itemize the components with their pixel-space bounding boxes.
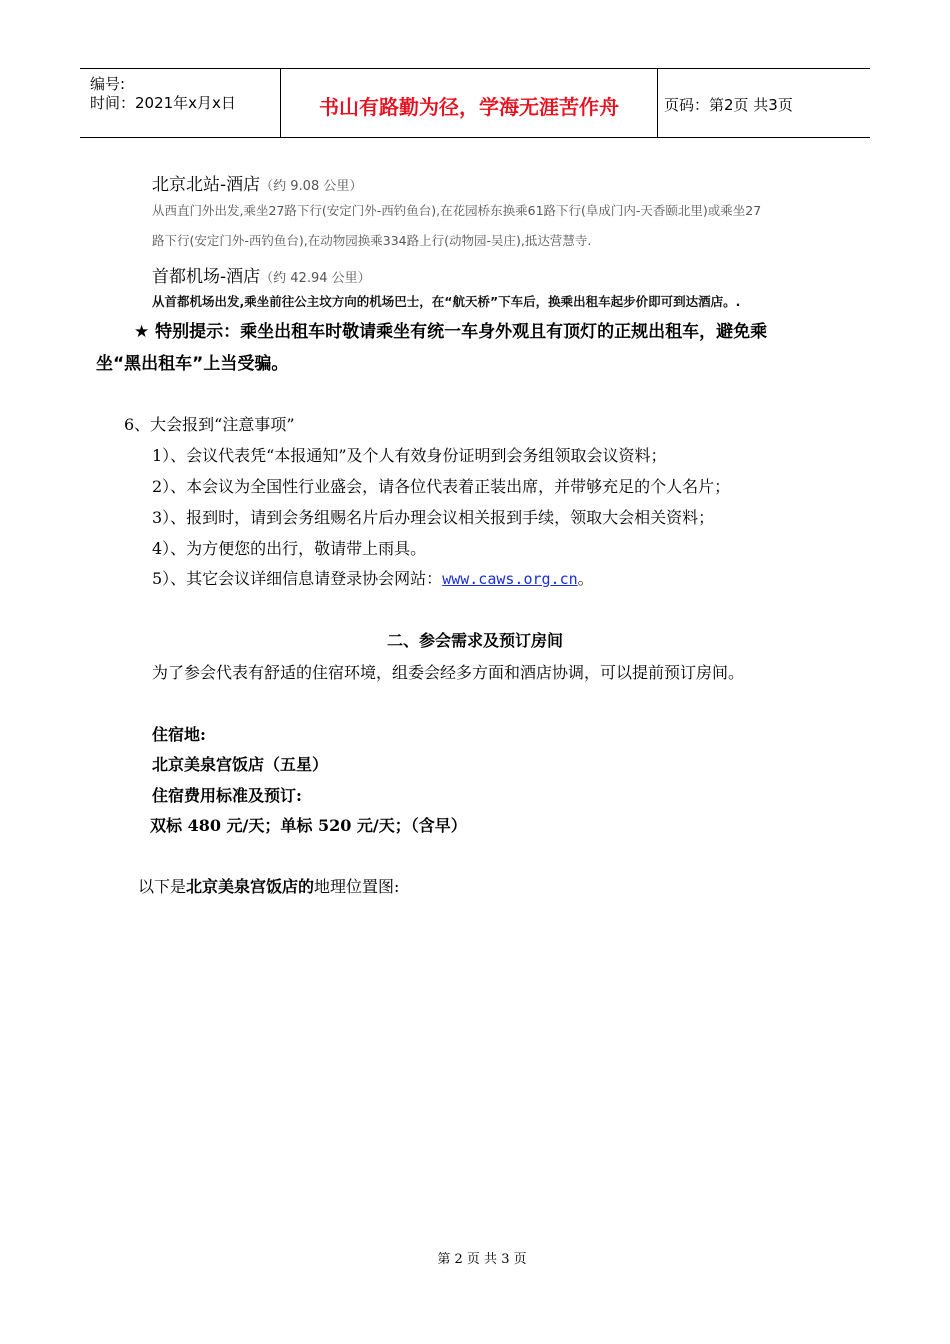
- map-intro-hotel: 北京美泉宫饭店的: [186, 877, 315, 896]
- route-desc-line: 路下行(安定门外-西钓鱼台),在动物园换乘334路上行(动物园-吴庄),抵达营慧寺.: [152, 233, 592, 248]
- page-header: [80, 68, 870, 138]
- route-name: 北京北站-酒店: [152, 175, 261, 195]
- page-code: 页码：第2页 共3页: [664, 96, 793, 114]
- motto-text: 书山有路勤为径，学海无涯苦作舟: [319, 95, 619, 119]
- route-desc-north-station: [152, 196, 872, 256]
- route-name: 首都机场-酒店: [152, 267, 261, 287]
- route-title-airport: [152, 262, 371, 287]
- notice-item-3: 3）、报到时，请到会务组赐名片后办理会议相关报到手续，领取大会相关资料；: [152, 508, 715, 527]
- special-tip-line1: [134, 316, 767, 348]
- tip-text: 特别提示：乘坐出租车时敬请乘坐有统一车身外观且有顶灯的正规出租车，避免乘: [149, 322, 768, 342]
- header-page-cell: [658, 69, 870, 137]
- notice-item-2: 2）、本会议为全国性行业盛会，请各位代表着正装出席，并带够充足的个人名片；: [152, 477, 731, 496]
- association-website-link[interactable]: www.caws.org.cn: [442, 570, 578, 588]
- route-desc-airport: 从首都机场出发,乘坐前往公主坟方向的机场巴士，在“航天桥”下车后，换乘出租车起步价即可到达酒店。.: [152, 294, 741, 309]
- route-title-north-station: [152, 170, 362, 195]
- time-label: 时间：2021年x月x日: [90, 94, 236, 112]
- route-desc-line: 从西直门外出发,乘坐27路下行(安定门外-西钓鱼台),在花园桥东换乘61路下行(阜成门内-天香颐北里)或乘坐27: [152, 203, 762, 218]
- notice-item-1: 1）、会议代表凭“本报通知”及个人有效身份证明到会务组领取会议资料；: [152, 446, 667, 465]
- number-label: 编号:: [90, 75, 126, 93]
- map-intro: [138, 874, 399, 897]
- notice-item-5-end: 。: [577, 569, 594, 588]
- header-meta-cell: [80, 69, 281, 137]
- section2-intro: 为了参会代表有舒适的住宿环境，组委会经多方面和酒店协调，可以提前预订房间。: [152, 663, 745, 682]
- header-motto-cell: [281, 69, 658, 137]
- section2-heading: 二、参会需求及预订房间: [386, 631, 563, 650]
- lodging-label: 住宿地:: [152, 725, 206, 744]
- price-line: 双标 480 元/天；单标 520 元/天；（含早）: [150, 816, 467, 835]
- hotel-name: 北京美泉宫饭店（五星）: [152, 755, 329, 774]
- notice-item-4: 4）、为方便您的出行，敬请带上雨具。: [152, 539, 427, 558]
- notice-item-5-text: 5）、其它会议详细信息请登录协会网站：: [152, 569, 443, 588]
- route-distance: （约 9.08 公里）: [260, 179, 363, 194]
- special-tip-line2: 坐“黑出租车”上当受骗。: [96, 354, 289, 374]
- notice-item-5: [152, 566, 594, 589]
- section6-title: 6、大会报到“注意事项”: [124, 415, 295, 434]
- map-intro-suffix: 地理位置图:: [314, 877, 400, 896]
- map-intro-prefix: 以下是: [138, 877, 187, 896]
- page-footer: 第 2 页 共 3 页: [437, 1252, 527, 1267]
- star-icon: ★: [134, 322, 150, 342]
- route-distance: （约 42.94 公里）: [260, 271, 371, 286]
- fee-label: 住宿费用标准及预订:: [152, 786, 302, 805]
